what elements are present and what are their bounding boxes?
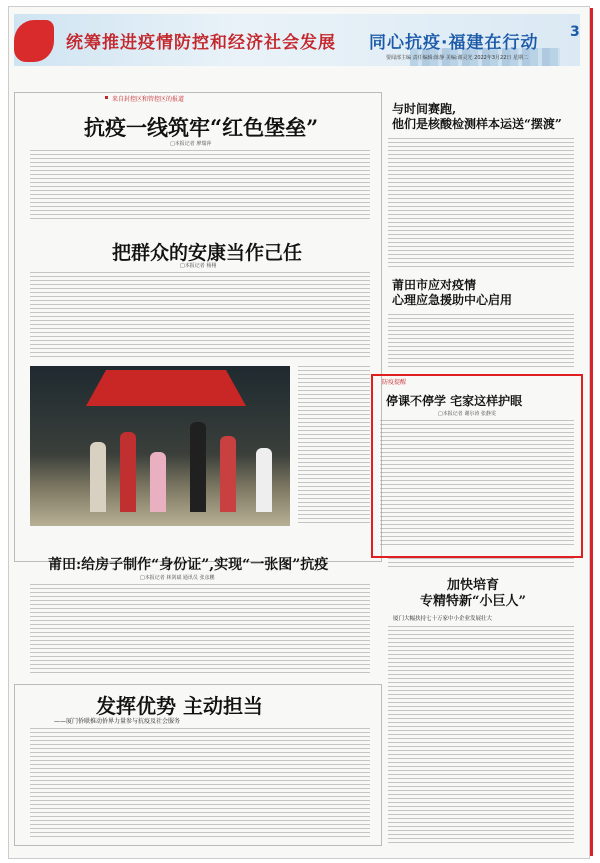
page-banner bbox=[14, 14, 580, 66]
byline-1: □本报记者 廖瑞萍 bbox=[170, 141, 212, 147]
headline-3: 莆田:给房子制作“身份证”,实现“一张图”抗疫 bbox=[48, 557, 329, 573]
right-sub-3: 厦门大幅扶持七十万家中小企业发展壮大 bbox=[393, 616, 493, 622]
tag-marker bbox=[105, 96, 108, 99]
article-4-body bbox=[30, 728, 370, 838]
box-headline: 停课不停学 宅家这样护眼 bbox=[386, 394, 523, 408]
lead-category-tag: 来自封控区和管控区的报道 bbox=[112, 96, 185, 103]
article-2-body bbox=[30, 272, 370, 360]
article-3-body bbox=[30, 584, 370, 676]
photo-side-text bbox=[298, 366, 370, 526]
byline-2: □本报记者 杨栩 bbox=[180, 263, 217, 269]
box-footnote bbox=[388, 558, 574, 568]
banner-theme: 同心抗疫·福建在行动 bbox=[369, 33, 539, 53]
right-article-1-body bbox=[388, 138, 574, 268]
banner-slogan: 统筹推进疫情防控和经济社会发展 bbox=[66, 33, 336, 53]
right-headline-1: 与时间赛跑, 他们是核酸检测样本运送“摆渡” bbox=[392, 102, 562, 131]
headline-2: 把群众的安康当作己任 bbox=[112, 242, 303, 264]
right-headline-2: 莆田市应对疫情 心理应急援助中心启用 bbox=[392, 278, 513, 307]
right-article-3-body bbox=[388, 626, 574, 846]
page-number: 3 bbox=[570, 24, 580, 40]
headline-1: 抗疫一线筑牢“红色堡垒” bbox=[84, 115, 319, 140]
news-photo bbox=[30, 366, 290, 526]
red-tent-graphic bbox=[66, 370, 266, 406]
byline-3: □本报记者 林剑斌 通讯员 张彦鹏 bbox=[140, 575, 215, 581]
box-byline: □本报记者 谢尔涛 张静雯 bbox=[438, 411, 496, 417]
headline-4: 发挥优势 主动担当 bbox=[96, 694, 263, 718]
subhead-4: ——厦门侨联推动侨界力量参与抗疫及社会服务 bbox=[54, 718, 181, 725]
right-article-2-body bbox=[388, 314, 574, 368]
page-edge-red-line bbox=[590, 8, 593, 856]
article-1-body bbox=[30, 150, 370, 222]
box-body bbox=[380, 420, 574, 548]
right-headline-3: 加快培育 专精特新“小巨人” bbox=[420, 578, 526, 609]
box-tag: 防疫提醒 bbox=[382, 379, 407, 386]
fist-emblem-icon bbox=[14, 20, 54, 62]
banner-meta: 要闻部主编 责任编辑:陈静 美编:谢灵光 2022年3月22日 星期二 bbox=[386, 55, 528, 61]
